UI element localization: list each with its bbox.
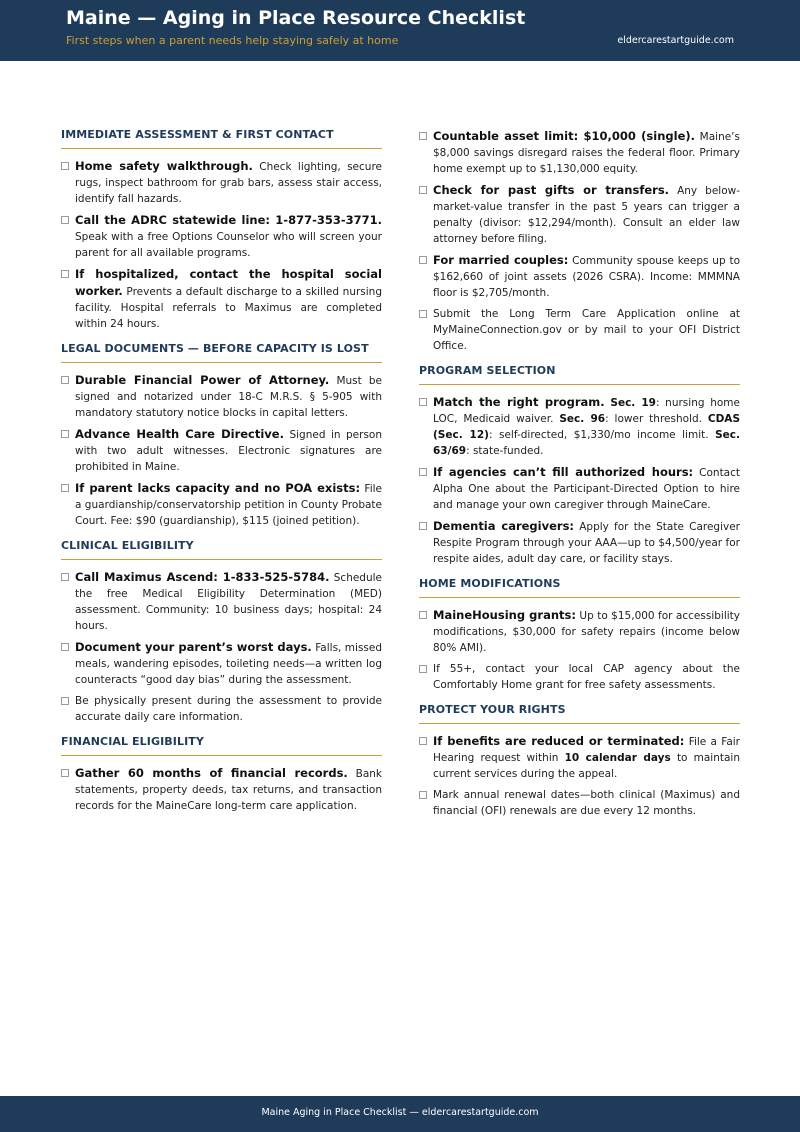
item-lead: If benefits are reduced or terminated:	[433, 734, 685, 748]
checklist-item	[61, 426, 382, 475]
checkbox[interactable]	[61, 573, 69, 581]
item-text: Prevents a default discharge to a skilled nursing facility. Hospital referrals to Maximus are completed within 24 hours.	[75, 286, 382, 330]
checkbox[interactable]	[61, 162, 69, 170]
checklist-item	[61, 639, 382, 688]
program-name: CDAS (Sec. 12)	[433, 413, 741, 441]
item-text: : nursing home LOC, Medicaid waiver.	[433, 397, 740, 425]
checklist-item	[61, 693, 382, 725]
checkbox[interactable]	[61, 430, 69, 438]
item-text: Contact Alpha One about the Participant-Directed Option to hire and manage your own caregiver through MaineCare.	[433, 467, 741, 511]
footer-text: Maine Aging in Place Checklist — eldercarestartguide.com	[261, 1107, 539, 1118]
checklist-item	[61, 372, 382, 421]
section-title: IMMEDIATE ASSESSMENT & FIRST CONTACT	[61, 128, 382, 149]
item-text: : self-directed, $1,330/mo income limit.	[488, 429, 709, 441]
checkbox[interactable]	[419, 522, 427, 530]
item-text: Falls, missed meals, wandering episodes, toileting needs—a written log counteracts “good day bias” during the assessment.	[75, 642, 383, 686]
page-title: Maine — Aging in Place Resource Checklist	[66, 7, 526, 29]
item-text: Schedule the free Medical Eligibility Determination (MED) assessment. Community: 10 business days; hospital: 24 hours.	[75, 572, 382, 632]
checkbox[interactable]	[61, 376, 69, 384]
item-lead: Dementia caregivers:	[433, 519, 575, 533]
item-lead: Call the ADRC statewide line: 1-877-353-3771.	[75, 213, 382, 227]
checkbox[interactable]	[419, 186, 427, 194]
deadline: 10 calendar days	[564, 752, 671, 764]
checkbox[interactable]	[61, 697, 69, 705]
item-text: Be physically present during the assessment to provide accurate daily care information.	[75, 695, 382, 723]
right-column	[419, 128, 740, 829]
checkbox[interactable]	[61, 643, 69, 651]
section-home-modifications	[419, 577, 740, 693]
section-title: FINANCIAL ELIGIBILITY	[61, 735, 382, 756]
item-lead: If parent lacks capacity and no POA exists:	[75, 481, 361, 495]
section-title: HOME MODIFICATIONS	[419, 577, 740, 598]
item-text: Must be signed and notarized under 18-C M.R.S. § 5-905 with mandatory statutory notice blocks in capital letters.	[75, 375, 383, 419]
section-protect-rights	[419, 703, 740, 819]
checklist-item	[61, 569, 382, 634]
item-text: : state-funded.	[466, 445, 544, 457]
checkbox[interactable]	[419, 256, 427, 264]
checklist-item	[419, 252, 740, 301]
item-text: Any below-market-value transfer in the past 5 years can trigger a penalty (divisor: $12,294/month). Consult an elder law attorney before filing.	[433, 185, 741, 245]
item-lead: Document your parent’s worst days.	[75, 640, 312, 654]
item-text: Bank statements, property deeds, tax returns, and transaction records for the MaineCare long-term care application.	[75, 768, 382, 812]
item-text: Signed in person with two adult witnesses. Electronic signatures are prohibited in Maine.	[75, 429, 383, 473]
checklist-item	[419, 182, 740, 247]
item-text: Mark annual renewal dates—both clinical (Maximus) and financial (OFI) renewals are due every 12 months.	[433, 789, 740, 817]
item-lead: Home safety walkthrough.	[75, 159, 253, 173]
item-text: If 55+, contact your local CAP agency about the Comfortably Home grant for free safety assessments.	[433, 663, 740, 691]
section-title: PROTECT YOUR RIGHTS	[419, 703, 740, 724]
checklist-item	[419, 464, 740, 513]
item-lead: If agencies can’t fill authorized hours:	[433, 465, 694, 479]
checkbox[interactable]	[61, 769, 69, 777]
checklist-item	[419, 661, 740, 693]
checklist-item	[61, 266, 382, 332]
section-program-selection	[419, 364, 740, 567]
section-title: PROGRAM SELECTION	[419, 364, 740, 385]
page-footer	[0, 1096, 800, 1132]
section-title: LEGAL DOCUMENTS — BEFORE CAPACITY IS LOST	[61, 342, 382, 363]
page-subtitle: First steps when a parent needs help staying safely at home	[66, 34, 399, 47]
checklist-item	[61, 480, 382, 529]
page-header	[0, 0, 800, 61]
program-name: Sec. 63/69	[433, 429, 740, 457]
checkbox[interactable]	[61, 484, 69, 492]
checkbox[interactable]	[419, 665, 427, 673]
checkbox[interactable]	[419, 468, 427, 476]
site-url: eldercarestartguide.com	[617, 35, 734, 46]
item-lead: MaineHousing grants:	[433, 608, 576, 622]
checklist-item	[61, 158, 382, 207]
item-text: Community spouse keeps up to $162,660 of joint assets (2026 CSRA). Income: MMMNA floor is $2,705/month.	[433, 255, 740, 299]
item-text: File a Fair Hearing request within	[433, 736, 740, 764]
checkbox[interactable]	[419, 611, 427, 619]
checklist-item	[419, 733, 740, 782]
checkbox[interactable]	[419, 398, 427, 406]
item-text: Speak with a free Options Counselor who will screen your parent for all available programs.	[75, 231, 382, 259]
checkbox[interactable]	[419, 737, 427, 745]
checklist-item	[419, 607, 740, 656]
section-clinical-eligibility	[61, 539, 382, 725]
item-text: Up to $15,000 for accessibility modifications, $30,000 for safety repairs (income below 80% AMI).	[433, 610, 740, 654]
item-lead: Advance Health Care Directive.	[75, 427, 284, 441]
checklist-item	[419, 394, 740, 459]
item-lead: If hospitalized, contact the hospital social worker.	[75, 267, 382, 298]
checkbox[interactable]	[61, 270, 69, 278]
item-lead: Countable asset limit: $10,000 (single).	[433, 129, 696, 143]
section-immediate-assessment	[61, 128, 382, 332]
item-text: Maine’s $8,000 savings disregard raises the federal floor. Primary home exempt up to $1,130,000 equity.	[433, 131, 740, 175]
program-name: Sec. 96	[559, 413, 606, 425]
left-column	[61, 128, 382, 824]
section-legal-documents	[61, 342, 382, 529]
item-lead: Gather 60 months of financial records.	[75, 766, 348, 780]
checkbox[interactable]	[61, 216, 69, 224]
item-text: Submit the Long Term Care Application online at MyMaineConnection.gov or by mail to your OFI District Office.	[433, 308, 740, 352]
item-text: to maintain current services during the appeal.	[433, 752, 740, 780]
section-title: CLINICAL ELIGIBILITY	[61, 539, 382, 560]
item-lead: Match the right program.	[433, 395, 605, 409]
program-name: Sec. 19	[610, 397, 656, 409]
section-financial-eligibility-continued	[419, 128, 740, 354]
checklist-item	[61, 212, 382, 261]
checklist-item	[419, 306, 740, 354]
item-text: Apply for the State Caregiver Respite Program through your AAA—up to $4,500/year for respite aides, adult day care, or facility stays.	[433, 521, 740, 565]
checklist-item	[419, 518, 740, 567]
item-text: : lower threshold.	[605, 413, 702, 425]
item-lead: For married couples:	[433, 253, 569, 267]
checklist-item	[61, 765, 382, 814]
checkbox[interactable]	[419, 310, 427, 318]
section-financial-eligibility	[61, 735, 382, 814]
item-text: Check lighting, secure rugs, inspect bathroom for grab bars, assess stair access, identify fall hazards.	[75, 161, 382, 205]
item-lead: Call Maximus Ascend: 1-833-525-5784.	[75, 570, 330, 584]
checkbox[interactable]	[419, 791, 427, 799]
item-lead: Durable Financial Power of Attorney.	[75, 373, 330, 387]
item-lead: Check for past gifts or transfers.	[433, 183, 670, 197]
checklist-item	[419, 128, 740, 177]
item-text: File a guardianship/conservatorship petition in County Probate Court. Fee: $90 (guardianship), $115 (joined petition).	[75, 483, 382, 527]
checkbox[interactable]	[419, 132, 427, 140]
checklist-item	[419, 787, 740, 819]
